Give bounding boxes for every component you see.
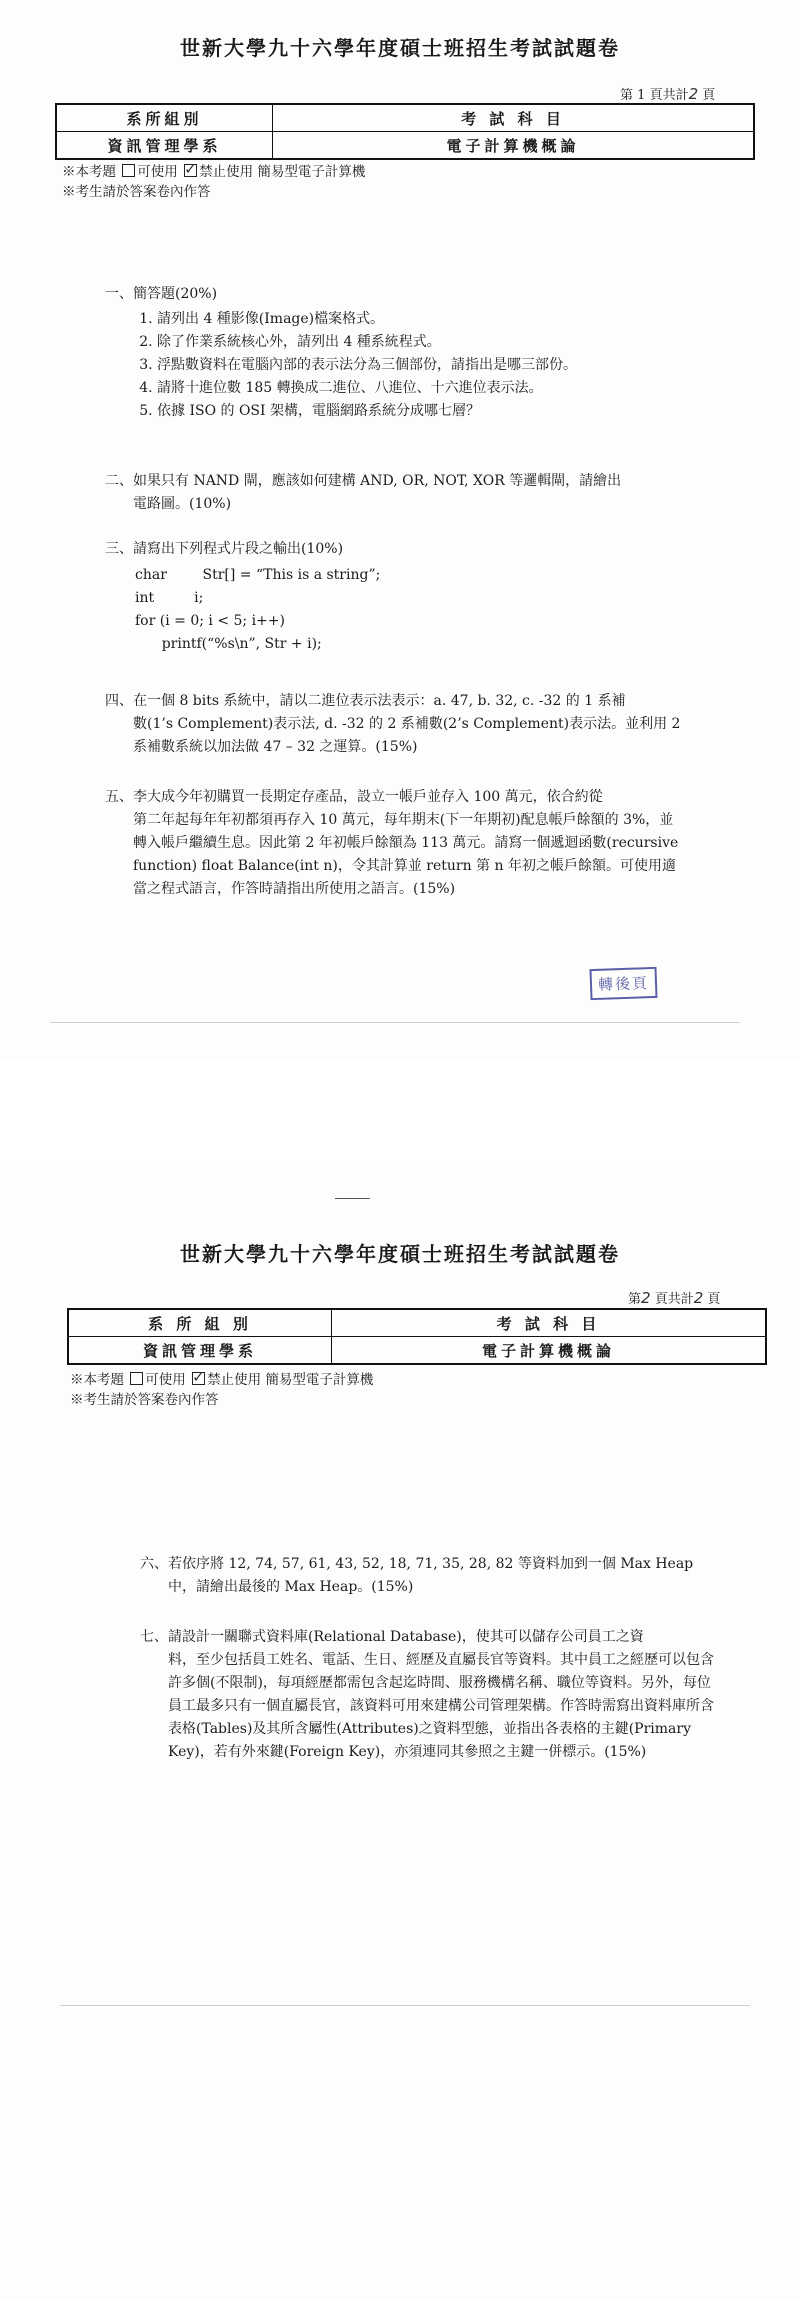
- dept-value: 資訊管理學系: [68, 1337, 332, 1365]
- question-6: 六、若依序將 12, 74, 57, 61, 43, 52, 18, 71, 35, 28, 82 等資料加到一個 Max Heap 中，請繪出最後的 Max Heap。(15%): [140, 1556, 694, 1595]
- exam-notes: [70, 1370, 373, 1410]
- page-edge-line: [50, 1022, 740, 1023]
- exam-notes: [62, 162, 365, 202]
- code-line: int i;: [135, 590, 204, 606]
- subject-header: 考 試 科 目: [273, 104, 755, 132]
- code-line: for (i = 0; i < 5; i++): [135, 613, 285, 629]
- question-1-item: 4. 請將十進位數 185 轉換成二進位、八進位、十六進位表示法。: [157, 377, 685, 400]
- answer-sheet-note: ※考生請於答案卷內作答: [70, 1392, 219, 1408]
- question-1-items: [105, 308, 685, 423]
- scan-mark: [335, 1198, 370, 1199]
- dept-header: 系所組別: [56, 104, 273, 132]
- code-line: printf(“%s\n”, Str + i);: [135, 636, 322, 652]
- question-2: 二、如果只有 NAND 閘，應該如何建構 AND, OR, NOT, XOR 等邏輯閘，請繪出 電路圖。(10%): [105, 473, 622, 512]
- exam-title: 世新大學九十六學年度碩士班招生考試試題卷: [180, 1242, 620, 1266]
- continue-next-page-stamp: 轉後頁: [589, 967, 657, 1000]
- subject-value: 電子計算機概論: [332, 1337, 767, 1365]
- page-gap: [0, 1060, 800, 1160]
- subject-header: 考 試 科 目: [332, 1309, 767, 1337]
- page-edge-line: [60, 2005, 750, 2006]
- allowed-checkbox: [130, 1372, 143, 1385]
- page-number: 第 1 頁共計2 頁: [620, 85, 716, 103]
- exam-header-table: [67, 1308, 767, 1365]
- question-1-lead: 一、簡答題(20%): [105, 286, 218, 302]
- dept-value: 資訊管理學系: [56, 132, 273, 160]
- answer-sheet-note: ※考生請於答案卷內作答: [62, 184, 211, 200]
- calculator-note: ※本考題 可使用 ✓ 禁止使用 簡易型電子計算機: [70, 1370, 373, 1390]
- question-1-item: 1. 請列出 4 種影像(Image)檔案格式。: [157, 308, 685, 331]
- exam-title: 世新大學九十六學年度碩士班招生考試試題卷: [180, 36, 620, 60]
- exam-page-1: [0, 0, 800, 1060]
- question-4: 四、在一個 8 bits 系統中，請以二進位表示法表示：a. 47, b. 32, c. -32 的 1 系補 數(1’s Complement)表示法, d. -32 的 2 系補數(2’s Complement)表示法。並利用 2 系補數系統以加法做 47 – 32 之運算。(15%): [105, 693, 681, 755]
- question-1-item: 5. 依據 ISO 的 OSI 架構，電腦網路系統分成哪七層？: [157, 400, 685, 423]
- question-1-item: 2. 除了作業系統核心外，請列出 4 種系統程式。: [157, 331, 685, 354]
- exam-page-2: [0, 1160, 800, 2300]
- forbidden-checkbox-checked: [184, 164, 197, 177]
- forbidden-checkbox-checked: [192, 1372, 205, 1385]
- calculator-note: ※本考題 可使用 ✓ 禁止使用 簡易型電子計算機: [62, 162, 365, 182]
- subject-value: 電子計算機概論: [273, 132, 755, 160]
- question-3: 三、請寫出下列程式片段之輸出(10%): [105, 541, 344, 557]
- allowed-checkbox: [122, 164, 135, 177]
- exam-header-table: [55, 103, 755, 160]
- question-1: [105, 283, 685, 423]
- question-7: 七、請設計一關聯式資料庫(Relational Database)，使其可以儲存公司員工之資 料，至少包括員工姓名、電話、生日、經歷及直屬長官等資料。其中員工之經歷可以包含許多個(不限制)，每項經歷都需包含起迄時間、服務機構名稱、職位等資料。另外，每位員工最多只有一個直屬長官，該資料可用來建構公司管理架構。作答時需寫出資料庫所含表格(Tables)及其所含屬性(Attributes)之資料型態，並指出各表格的主鍵(Primary Key)，若有外來鍵(Foreign Key)，亦須連同其參照之主鍵一併標示。(15%): [140, 1629, 714, 1760]
- code-line: char Str[] = “This is a string”;: [135, 567, 381, 583]
- dept-header: 系 所 組 別: [68, 1309, 332, 1337]
- page-number: 第2 頁共計2 頁: [628, 1289, 721, 1307]
- question-5: 五、李大成今年初購買一長期定存產品，設立一帳戶並存入 100 萬元，依合約從 第二年起每年年初都須再存入 10 萬元，每年期末(下一年期初)配息帳戶餘額的 3%，並轉入帳戶繼續生息。因此第 2 年初帳戶餘額為 113 萬元。請寫一個遞迴函數(recursive function) float Balance(int n)，令其計算並 return 第 n 年初之帳戶餘額。可使用適當之程式語言，作答時請指出所使用之語言。(15%): [105, 789, 679, 897]
- question-1-item: 3. 浮點數資料在電腦內部的表示法分為三個部份，請指出是哪三部份。: [157, 354, 685, 377]
- code-snippet: [135, 564, 380, 656]
